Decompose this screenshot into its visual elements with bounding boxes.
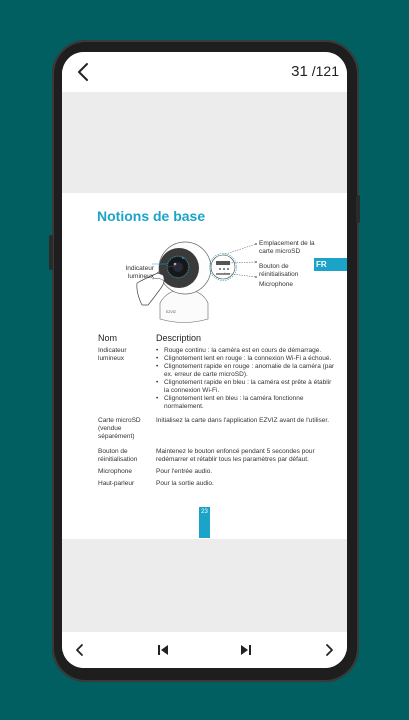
- total-pages: /121: [311, 63, 339, 79]
- table-row-description: [156, 347, 336, 411]
- callout-reset-button: Bouton de réinitialisation: [259, 263, 299, 278]
- table-header-description: Description: [156, 333, 202, 343]
- page-title: Notions de base: [97, 208, 206, 224]
- language-tab: FR: [314, 258, 347, 271]
- callout-indicator: Indicateur lumineux: [125, 265, 154, 280]
- table-row-name: Microphone: [98, 468, 132, 475]
- page-indicator: [291, 63, 339, 80]
- skip-next-icon[interactable]: [236, 640, 256, 660]
- list-item: • Rouge continu : la caméra est en cours de démarrage.: [156, 347, 336, 355]
- table-row-name: Bouton de réinitialisation: [98, 448, 138, 463]
- table-header-name: Nom: [98, 333, 118, 343]
- svg-text:EZVIZ: EZVIZ: [166, 310, 176, 314]
- list-item: • Clignotement rapide en bleu : la caméra est prête à établir la connexion Wi-Fi.: [156, 379, 336, 395]
- skip-previous-icon[interactable]: [153, 640, 173, 660]
- table-row-description: Pour la sortie audio.: [156, 480, 214, 487]
- bottom-navigation: [62, 632, 347, 668]
- table-row-description: Initialisez la carte dans l'application EZVIZ avant de l'utiliser.: [156, 417, 330, 424]
- top-bar: [62, 52, 347, 92]
- table-row-name: Haut-parleur: [98, 480, 135, 487]
- table-row-description: Maintenez le bouton enfoncé pendant 5 secondes pour redémarrer et rétablir tous les paramètres par défaut.: [156, 448, 315, 463]
- page-number-tab: 23: [199, 507, 210, 538]
- phone-screen: [62, 52, 347, 668]
- list-item: • Clignotement rapide en rouge : anomalie de la caméra (par ex. erreur de carte microSD).: [156, 363, 336, 379]
- phone-power-button: [356, 195, 360, 223]
- phone-volume-button: [49, 235, 53, 270]
- list-item: • Clignotement lent en rouge : la connexion Wi-Fi a échoué.: [156, 355, 336, 363]
- chevron-left-icon[interactable]: [70, 640, 90, 660]
- chevron-right-icon[interactable]: [319, 640, 339, 660]
- table-row-description: Pour l'entrée audio.: [156, 468, 213, 475]
- callout-microphone: Microphone: [259, 281, 293, 288]
- current-page: 31: [291, 63, 308, 80]
- table-row-name: Indicateur lumineux: [98, 347, 127, 362]
- document-viewer[interactable]: [62, 92, 347, 668]
- back-arrow-icon[interactable]: [72, 60, 96, 84]
- callout-microsd-slot: Emplacement de la carte microSD: [259, 240, 315, 255]
- list-item: • Clignotement lent en bleu : la caméra fonctionne normalement.: [156, 395, 336, 411]
- table-row-name: Carte microSD (vendue séparément): [98, 417, 141, 440]
- document-page: [62, 193, 347, 539]
